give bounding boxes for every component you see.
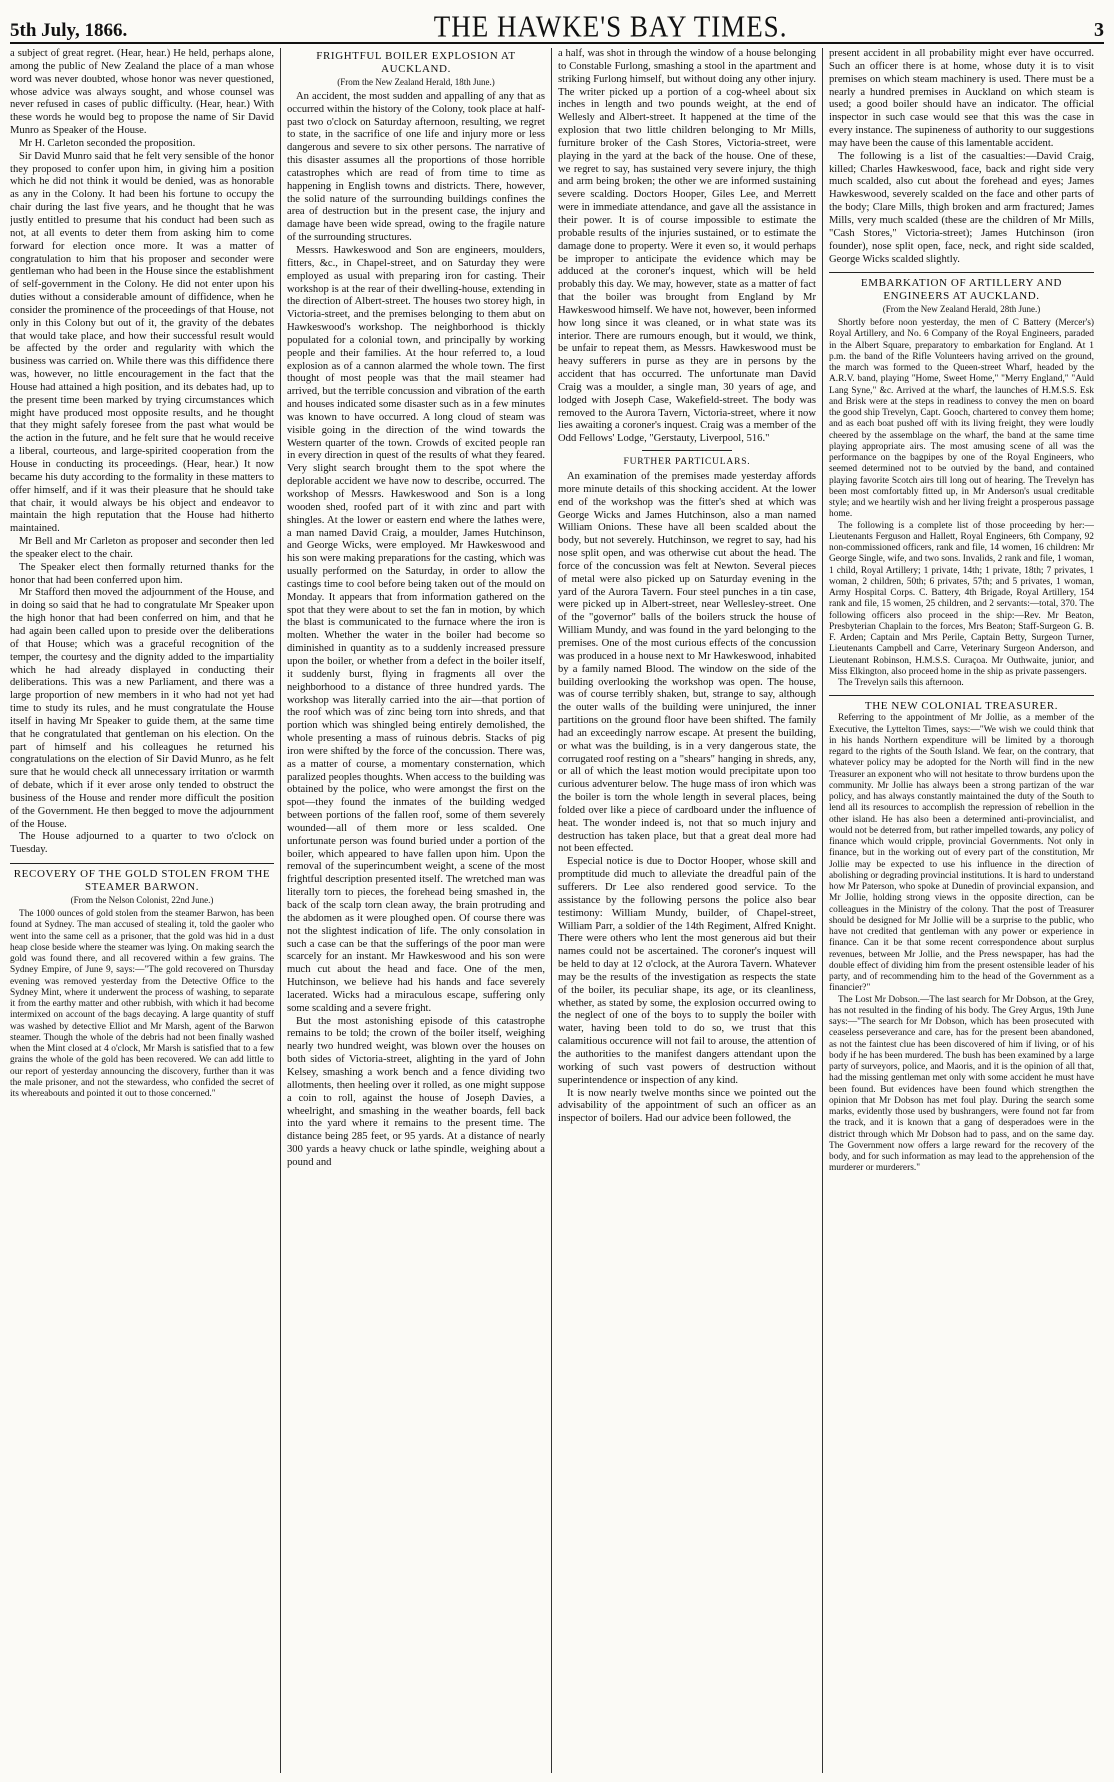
dobson-paragraph: The Lost Mr Dobson.—The last search for Mr Dobson, at the Grey, has not resulted in the finding of his body. The Grey Argus, 19th June says:—"The search for Mr Dobson, which has been prosecuted with ceaseless perseverance and care, has for the present been abandoned, as not the faintest clue has been discovered of him if living, or of his body if he has been murdered. The bush has been examined by a large party of surveyors, police, and Maoris, and it is the opinion of all that, had the missing gentleman met only with some accident he must have been found. But evidences have been found which strengthen the opinion that Mr Dobson has met foul play. During the search some marks, evidently those used by bushrangers, were found not far from the track, and it is known that a gang of desperadoes were in the district through which Mr Dobson had to pass, and on the same day. The Government now offers a large reward for the recovery of the body, and for such information as may lead to the apprehension of the murderer or murderers." (829, 994, 1094, 1174)
parliament-paragraph: Sir David Munro said that he felt very sensible of the honor they proposed to confer upon him, in giving him a position which he did not think it would be denied, was as honorable as any in the Colony. It had been his fortune to occupy the chair during the last five years, and he thought that he was justly entitled to presume that his conduct had been such as not, at all events to deter them from asking him to come forward for election once more. It was a matter of congratulation to him that his proposer and seconder were gentleman who had been in the House since the establishment of self-government in the Colony. He did not enter upon his duties without a considerable amount of diffidence, when he consider the prominence of the proceedings of that House, not only in this Colony but out of it, the gravity of the debates that would take place, and how their successful result would be affected by the order and regularity with which the business was carried on. While there was this diffidence there was, however, no little encouragement in the fact that the House had attained a high position, and its debates had, up to the present time been marked by trying circumstances which might have produced most opposite results, and he thought that they might safely foresee from the past what would be the action in the future, and he felt sure that he would receive a liberal, courteous, and large-spirited cooperation from the House in conducting its proceedings. (Hear, hear.) It now became his duty according to the formality in these matters to offer himself, and if it was their pleasure that he should take that chair, it would always be his object and endeavor to maintain the high reputation that the House had hitherto maintained. (10, 150, 274, 535)
columns (10, 48, 1104, 1773)
boiler-paragraph: a half, was shot in through the window of a house belonging to Constable Furlong, smashing a stool in the apartment and striking Furlong himself, but without doing any other injury. The writer picked up a portion of a cog-wheel about six inches in length and two pounds weight, at the end of Wellesly and Albert-street. It happened at the time of the explosion that two little children belonging to Mr Mills, furniture broker of the Cash Stores, Victoria-street, were playing in the yard at the back of the house. One of these, we regret to say, has sustained very severe injury, the thigh and arm being broken; the other we are informed sustaining severe scalding. Doctors Hooper, Giles Lee, and Merrett were in immediate attendance, and gave all the assistance in their power. It is of course impossible to estimate the probable results of the injuries sustained, or to estimate the damage done to property. Were it even so, it would perhaps be improper to anticipate the evidence which may be adduced at the coroner's inquest, which will be held probably this day. We may, however, state as a matter of fact that the boiler was brought from England by Mr Hawkeswood himself. We have not, however, been informed how long since it was cleaned, or in what state was its interior. There are rumours enough, but it would, we think, be unfair to repeat them, as Messrs. Hawkeswood must be heavy sufferers in purse as they are in persons by the accident that has occurred. The unfortunate man David Craig was a moulder, a single man, 30 years of age, and lodged with Joseph Case, Wakefield-street. The body was removed to the Aurora Tavern, Victoria-street, where it now lies awaiting a coroner's inquest. Craig was a member of the Odd Fellows' Lodge, "Gerstauty, Liverpool, 516." (558, 48, 816, 445)
treasurer-paragraph: Referring to the appointment of Mr Jollie, as a member of the Executive, the Lyttelton Times, says:—"We wish we could think that in his hands Northern expenditure will be limited by a thorough regard to the rights of the South Island. We fear, on the contrary, that whatever policy may be adopted for the North will find in the new Treasurer an exponent who will not hesitate to throw burdens upon the community. Mr Jollie has always been a strong partizan of the war policy, and has always constantly maintained the duty of the South to lend all its resources to accomplish the repression of rebellion in the other island. He has also been a determined anti-provincialist, and would not be deterred from, but rather impelled towards, any policy of finance which would cripple, provincial Governments. Not only in finance, but in the working out of every part of the constitution, Mr Jollie may be expected to use his influence in the direction of abolishing or degrading provincial institutions. It is hard to understand how Mr Paterson, who spoke at Dunedin of provincial expansion, and Mr Jollie, holding strong views in the opposite direction, can be colleagues in the Ministry of the colony. That the post of Treasurer should be designed for Mr Jollie will be a surprise to the public, who have not credited that gentleman with any power or experience in finance. Can it be that some recent correspondence about surplus revenues, between Mr Jollie, and the Press newspaper, has had the double effect of dividing him from the present ostensible leader of his party, and of recommending him to the head of the Government as a financier?" (829, 713, 1094, 994)
gold-article-body: The 1000 ounces of gold stolen from the steamer Barwon, has been found at Sydney. The man accused of stealing it, told the gaoler who went into the same cell as a prisoner, that the gold was hid in a dust heap close beside where the steamer was lying. On making search the gold was found there, and all recovered within a few grains. The Sydney Empire, of June 9, says:—"The gold recovered on Thursday evening was removed yesterday from the Detective Office to the Sydney Mint, where it underwent the process of washing, to separate it from the earthy matter and other rubbish, with which it had become intermixed on account of the bags decaying. A large quantity of stuff was washed by detective Elliot and Mr Marsh, agent of the Barwon steamer. Though the whole of the debris had not been finally washed when the Mint closed at 4 o'clock, Mr Marsh is satisfied that to a few grains the whole of the gold has been recovered. We can add little to our report of yesterday announcing the discovery, further than it was the male prisoner, and not the stewardess, who confided the secret of its whereabouts and pointed it out to those concerned." (10, 909, 274, 1099)
section-divider (829, 695, 1094, 696)
gold-article-headline: RECOVERY OF THE GOLD STOLEN FROM THE STEAMER BARWON. (13, 868, 271, 894)
boiler-paragraph: present accident in all probability might ever have occurred. Such an officer there is at home, whose duty it is to visit premises on which steam machinery is used. There must be a nearly a hundred premises in Auckland on which steam is used; a good boiler should have an indicator. The official inspector in such case would see that this was the case in every instance. The supineness of authority to our suggestions may have been the cause of this lamentable accident. (829, 48, 1094, 149)
boiler-paragraph: Messrs. Hawkeswood and Son are engineers, moulders, fitters, &c., in Chapel-street, and on Saturday they were employed as usual with preparing iron for casting. Their workshop is at the rear of their dwelling-house, extending in the direction of Albert-street. The houses two storey high, in Victoria-street, and the premises belonging to them abut on Hawkeswood's workshop. The neighborhood is thickly populated for a colonial town, and principally by working people and their families. At the hour referred to, a loud explosion as of a cannon alarmed the whole town. The first thought of most people was that the mail steamer had arrived, but the terrible concussion and vibration of the earth and houses indicated some disaster such as in a few minutes was known to have occurred. A long cloud of steam was visible going in the direction of the wind towards the Western quarter of the town. Crowds of excited people ran in every direction in quest of the results of what they feared. Very slight search brought them to the spot where the deplorable accident we have now to describe, occurred. The workshop of Messrs. Hawkeswood and Son is a long wooden shed, roofed part of it with zinc and part with shingles. At the lower or eastern end where the lathes were, a man named David Craig, a moulder, James Hutchinson, and George Wicks, were employed. Mr Hawkeswood and his son were making preparations for the casting, which was usually performed on the Saturday, in order to allow the castings time to cool before being taken out of the mould on Monday. It appears that from information gathered on the spot that they were about to set the fan in motion, by which the blast is communicated to the furnace where the iron is molten. Whether the water in the boiler had become so diminished in quantity as to a suddenly increased pressure upon the boiler, or whether from a defect in the boiler itself, it suddenly burst, flying in fragments all over the neighborhood to a distance of three hundred yards. The workshop was literally carried into the air—that portion of the roof which was of zinc being torn into shreds, and that portion which was shingled being entirely demolished, the whole presenting a mass of ruinous debris. Stacks of pig iron were shifted by the force of the concussion. There was, as a matter of course, a momentary consternation, which paralized peoples thoughts. When access to the building was obtained by the police, who were amongst the first on the spot—they found the inmates of the building wedged between portions of the fallen roof, some of them severely wounded—all of them more or less scalded. One unfortunate person was found buried under a portion of the boiler, which appeared to have fallen upon him. Upon the removal of the superincumbent weight, a scene of the most frightful description presented itself. The wretched man was literally torn to pieces, the forehead being smashed in, the back of the scalp torn clean away, the brain protruding and the abdomen as it were ploughed open. Of course there was not the slightest indication of life. The only consolation in such a case can be that the sufferings of the poor man were scarcely for an instant. Mr Hawkeswood and his son were much cut about the head and face. One of the men, Hutchinson, we believe had his hands and face severely lacerated. Wicks had a miraculous escape, suffering only some scalding and a severe fright. (287, 244, 545, 1014)
treasurer-headline: THE NEW COLONIAL TREASURER. (864, 700, 1059, 713)
issue-date: 5th July, 1866. (10, 20, 128, 41)
parliament-paragraph: Mr Stafford then moved the adjournment of the House, and in doing so said that he had to congratulate Mr Speaker upon the high honor that had been conferred on him, and that he had again been called upon to preside over the deliberations of that House; which was a graceful recognition of the temper, the courtesy and the dignity added to the impartiality which he had already displayed in conducting their deliberations. This was a new Parliament, and there was a large proportion of new members in it who had not yet had time to study its rules, and he must congratulate the House itself in having Mr Speaker to guide them, at the same time that he congratulated that gentleman on his election. On the part of himself and his colleagues he returned his congratulations on the election of Sir David Munro, as he felt sure that he would check all unnecessary irritation or warmth of debate, which if it ever arose only tended to obstruct the business of the House and render more difficult the position of the Government. He then begged to move the adjournment of the House. (10, 587, 274, 830)
boiler-paragraph: It is now nearly twelve months since we pointed out the advisability of the appointment of such an officer as an inspector of boilers. Had our advice been followed, the (558, 1087, 816, 1125)
column-1 (10, 48, 281, 1773)
boiler-paragraph: An accident, the most sudden and appalling of any that as occurred within the history of the Colony, took place at half-past two o'clock on Saturday afternoon, resulting, we regret to state, in the sacrifice of one life and injury more or less dangerous and severe to six other persons. The narrative of this disaster assumes all the proportions of those horrible catastrophes which are read of from time to time as happening in English towns and districts. There, however, the solid nature of the surrounding buildings confines the area of destruction but in the present case, the injury and damage have been wide spread, owing to the fragile nature of the surrounding structures. (287, 90, 545, 244)
parliament-paragraph: Mr Bell and Mr Carleton as proposer and seconder then led the speaker elect to the chair. (10, 536, 274, 560)
column-2 (281, 48, 552, 1773)
boiler-article-source: (From the New Zealand Herald, 18th June.) (337, 77, 495, 87)
casualty-list: The following is a list of the casualties:—David Craig, killed; Charles Hawkeswood, face, back and right side very much scalded, also cut about the forehead and eyes; James Hawkeswood, severely scalded on the face and other parts of the body; Clare Mills, thigh broken and arm fractured; James Mills, very much scalded (these are the children of Mr Mills, "Cash Stores," Victoria-street); James Hutchinson (iron founder), nose split open, face, neck, and right side scalded, George Wicks scalded slightly. (829, 150, 1094, 265)
gold-article-source: (From the Nelson Colonist, 22nd June.) (70, 895, 214, 906)
embarkation-headline: EMBARKATION OF ARTILLERY AND ENGINEERS AT AUCKLAND. (860, 277, 1063, 303)
parliament-paragraph: a subject of great regret. (Hear, hear.) He held, perhaps alone, among the public of New Zealand the place of a man whose word was never doubted, whose honor was never questioned, whose advice was always sought, and whose counsel was never refused in cases of public difficulty. (Hear, hear.) With these words he would beg to propose the name of Sir David Munro as Speaker of the House. (10, 48, 274, 137)
parliament-paragraph: The Speaker elect then formally returned thanks for the honor that had been conferred upon him. (10, 561, 274, 586)
section-divider (10, 863, 274, 864)
parliament-paragraph: The House adjourned to a quarter to two o'clock on Tuesday. (10, 831, 274, 856)
boiler-paragraph: But the most astonishing episode of this catastrophe remains to be told; the crown of the boiler itself, weighing nearly two hundred weight, was blown over the houses on both sides of Victoria-street, alighting in the yard of John Kelsey, smashing a work bench and a fence dividing two allotments, then heeling over it rolled, as one might suppose a coin to roll, against the house of Joseph Davies, a wheelright, and smashing in the weather boards, fell back into the yard where it remains to the present time. The distance being 285 feet, or 95 yards. At a distance of nearly 300 yards a heavy chuck or lathe spindle, weighing about a pound and (287, 1015, 545, 1168)
parliament-paragraph: Mr H. Carleton seconded the proposition. (19, 137, 196, 149)
page-number: 3 (1093, 19, 1104, 41)
boiler-paragraph: Especial notice is due to Doctor Hooper, whose skill and promptitude did much to alleviate the dreadful pain of the sufferers. Dr Lee also rendered good service. To the assistance by the following persons the police also bear testimony: William Mundy, builder, of Chapel-street, William Parr, a soldier of the 14th Regiment, Alfred Knight. There were others who lent the most generous aid but their names could not be ascertained. The coroner's inquest will be held to day at 12 o'clock, at the Aurora Tavern. Whatever may be the results of the investigation as respects the state of the boiler, its peculiar shape, its age, or its cleanliness, whether, as stated by some, the explosion occurred owing to the neglect of one of the boys to to supply the boiler with water, having been told to do so, we trust that this calamitious occurence will not fail to arouse, the attention of the authorities to the manifest dangers attendant upon the working of such vast powers of destruction without superintendence or inspection of any kind. (558, 856, 816, 1086)
further-particulars-heading: FURTHER PARTICULARS. (623, 457, 751, 468)
column-3 (552, 48, 823, 1773)
embarkation-paragraph: The following is a complete list of those proceeding by her:—Lieutenants Ferguson and Hallett, Royal Engineers, 6th Company, 92 non-commissioned officers, rank and file, 14 women, 16 children: Mr George Single, wife, and two sons. Invalids, 2 rank and file, 1 woman, 1 child, Royal Artillery; 1 private, 14th; 1 private, 18th; 7 privates, 1 woman, 2 children, 50th; 6 privates, 57th; and 5 privates, 1 woman, Army Hospital Corps. C. Battery, 4th Brigade, Royal Artillery, 154 rank and file, 15 women, 25 children, and 2 servants:—total, 370. The following officers also proceed in the ship:—Rev. Mr Beaton, Presbyterian Chaplain to the forces, Mrs Beaton; Staff-Surgeon G. B. F. Arden; Captain and Mrs Perile, Captain Betty, Surgeon Turner, Lieutenants Campbell and Carre, Veterinary Surgeon Anderson, and Lieutenant Robinson, H.M.S.S. Curaçoa. Mr Outhwaite, junior, and Miss Elkington, also proceed home in the ship as private passengers. (829, 520, 1094, 677)
column-4 (823, 48, 1094, 1773)
section-divider (829, 272, 1094, 273)
short-divider (642, 450, 732, 451)
newspaper-title: THE HAWKE'S BAY TIMES. (433, 8, 788, 44)
embarkation-source: (From the New Zealand Herald, 28th June.) (882, 304, 1041, 315)
embarkation-paragraph: The Trevelyn sails this afternoon. (838, 678, 964, 689)
masthead (10, 8, 1104, 44)
embarkation-paragraph: Shortly before noon yesterday, the men of C Battery (Mercer's) Royal Artillery, and No. 6 Company of the Royal Engineers, paraded in the Albert Square, preparatory to embarkation for England. At 1 p.m. the band of the Rifle Volunteers having arrived on the ground, the march was formed to the Queen-street Wharf, headed by the A.R.V. band, playing "Home, Sweet Home," "Merry England," "Auld Lang Syne," &c. Arrived at the wharf, the launches of H.M.S.S. Esk and Brisk were at the steps in readiness to convey the men on board the good ship Trevelyn, Capt. Gooch, chartered to convey them home; and as each boat pushed off with its living freight, they were loudly cheered by the assemblage on the wharf, the band at the same time playing appropriate airs. The most amusing scene of all was the performance on the bagpipes by one of the Royal Engineers, who seemed determined not to be outvied by the band, and contained playing favorite Scotch airs till long out of hearing. The Trevelyn has been most comfortably fitted up, in Mr Anderson's usual creditable style; and we heartily wish and her living freight a prosperous passage home. (829, 318, 1094, 520)
boiler-paragraph: An examination of the premises made yesterday affords more minute details of this shocking accident. At the lower end of the workshop was the fitter's shed at which was George Wicks and James Hutchinson, also a man named William Onions. These have all been scalded about the body, but not severely. Hutchinson, we regret to say, had his nose split open, and was otherwise cut about the head. The force of the concussion was felt at Newton. Several pieces of metal were also picked up on Saturday evening in the yard of the Aurora Tavern. Four steel punches in a tin case, were picked up in Albert-street, near Wellesley-street. One of the "governor" balls of the boilers struck the house of William Mundy, and was found in the yard belonging to the premises. One of the most curious effects of the concussion was produced in a house next to Mr Hawkeswood, inhabited by a family named Blood. The window on the side of the building overlooking the workshop was open. The house, was of course terribly shaken, but, strange to say, although the outer walls of the building were uninjured, the inner partitions on the ground floor have been shifted. The family had an exceedingly narrow escape. At present the building, or what was the building, is in a very dangerous state, the corrugated roof resting on a "shears" hanging in shreds, any, or all of which the least motion would precipitate upon too curious adventurer below. The huge mass of iron which was the boiler is torn the whole length in several places, being folded over like a piece of cardboard under the influence of heat. The wonder indeed is, not that so much injury and destruction has taken place, but that a great deal more had not been effected. (558, 471, 816, 855)
boiler-article-headline: FRIGHTFUL BOILER EXPLOSION AT AUCKLAND. (316, 50, 516, 75)
